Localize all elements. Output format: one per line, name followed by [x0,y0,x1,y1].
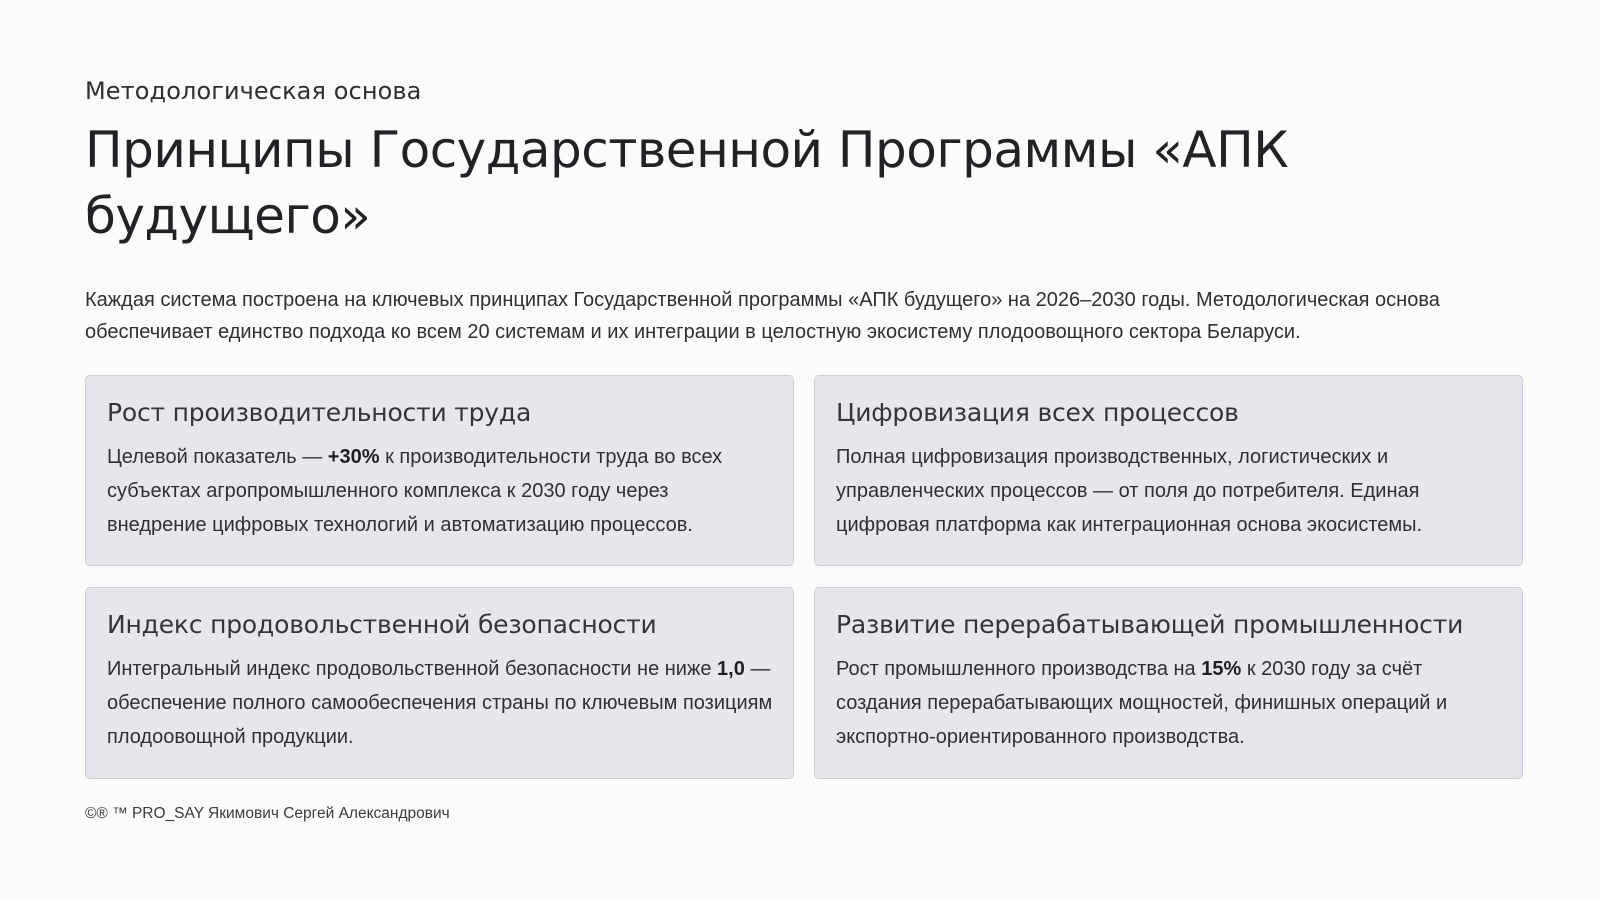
principles-grid [85,375,1523,779]
section-eyebrow: Методологическая основа [85,77,422,105]
card-body-text: Целевой показатель — [107,446,328,468]
slide [85,0,1523,902]
page-title: Принципы Государственной Программы «АПК будущего» [85,121,1289,245]
card-title: Развитие перерабатывающей промышленности [836,610,1464,639]
card-highlight-value: +30% [327,446,380,468]
card-title: Индекс продовольственной безопасности [107,610,657,639]
card-title: Цифровизация всех процессов [836,398,1239,427]
principle-card-digitalization [814,375,1523,566]
card-highlight-value: 15% [1201,658,1242,680]
card-body-text: Рост промышленного производства на [836,658,1202,680]
card-highlight-value: 1,0 [717,658,745,680]
card-title: Рост производительности труда [107,398,532,427]
card-body [107,652,773,754]
card-body-text: Интегральный индекс продовольственной безопасности не ниже [107,658,718,680]
card-body: Полная цифровизация производственных, логистических и управленческих процессов — от поля до потребителя. Единая цифровая платформа как интеграционная основа экосистемы. [836,446,1423,536]
card-body-text: — обеспечение полного самообеспечения страны по ключевым позициям плодоовощной продукции. [107,658,773,748]
card-body-text: к 2030 году за счёт создания перерабатывающих мощностей, финишных операций и экспортно-ориентированного производства. [836,658,1448,748]
card-body-text: к производительности труда во всех субъектах агропромышленного комплекса к 2030 году через внедрение цифровых технологий и автоматизацию процессов. [107,446,723,536]
principle-card-food-security [85,587,794,779]
intro-paragraph: Каждая система построена на ключевых принципах Государственной программы «АПК будущего» на 2026–2030 годы. Методологическая основа обеспечивает единство подхода ко всем 20 системам и их интеграции в целостную экосистему плодоовощного сектора Беларуси. [85,289,1440,343]
principle-card-productivity [85,375,794,566]
principle-card-processing-industry [814,587,1523,779]
copyright-footer: ©® ™ PRO_SAY Якимович Сергей Александрович [85,805,450,822]
card-body [107,440,773,542]
card-body [836,652,1502,754]
